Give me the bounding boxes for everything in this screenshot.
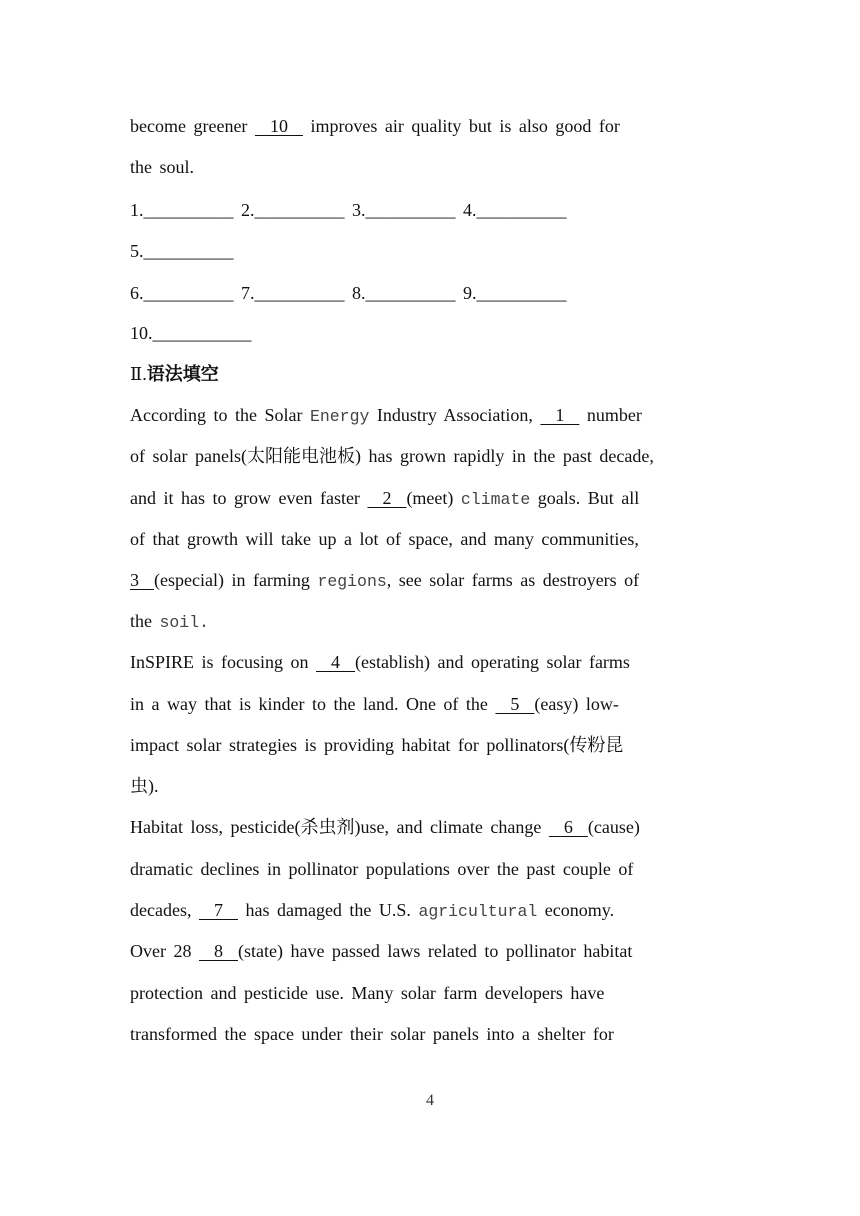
passage-line xyxy=(130,692,619,716)
text: (meet) xyxy=(406,488,461,508)
text: has damaged the U.S. xyxy=(237,900,419,920)
passage-line: impact solar strategies is providing habitat for pollinators(传粉昆 xyxy=(130,735,624,755)
text: agricultural xyxy=(418,902,538,921)
text: Habitat loss, pesticide(杀虫剂)use, and climate change xyxy=(130,817,549,837)
text: climate xyxy=(460,490,531,509)
section-title: 语法填空 xyxy=(146,364,219,384)
text: improves air quality but is also good for xyxy=(302,116,620,136)
text: economy. xyxy=(537,900,615,920)
blank-2: 2 xyxy=(367,488,407,508)
page-number: 4 xyxy=(426,1092,434,1109)
blank-5: 5 xyxy=(495,694,535,714)
passage-line xyxy=(130,650,630,674)
text: According to the Solar xyxy=(130,405,310,425)
answer-row-2: 5.__________ xyxy=(130,241,234,261)
passage-line xyxy=(130,815,640,839)
passage-line xyxy=(130,898,614,924)
text: become greener xyxy=(130,116,255,136)
text: InSPIRE is focusing on xyxy=(130,652,317,672)
passage-line: protection and pesticide use. Many solar farm developers have xyxy=(130,983,605,1003)
passage-line xyxy=(130,114,620,138)
section-heading xyxy=(130,362,219,386)
passage-line: of that growth will take up a lot of space, and many communities, xyxy=(130,529,639,549)
text: soil. xyxy=(159,613,210,632)
text: , see solar farms as destroyers of xyxy=(386,570,640,590)
passage-line: the soul. xyxy=(130,157,194,177)
text: (easy) low- xyxy=(534,694,619,714)
text: Over 28 xyxy=(130,941,199,961)
blank-7: 7 xyxy=(198,900,238,920)
answer-row-4: 10.___________ xyxy=(130,323,252,343)
text: Energy xyxy=(309,407,370,426)
text: (establish) and operating solar farms xyxy=(355,652,630,672)
passage-line xyxy=(130,403,642,429)
text: the xyxy=(130,611,160,631)
text: (state) have passed laws related to pollinator habitat xyxy=(237,941,633,961)
answer-row-3: 6.__________ 7.__________ 8.__________ 9.__________ xyxy=(130,283,567,303)
text: (especial) in farming xyxy=(154,570,318,590)
blank-3: 3 xyxy=(130,570,154,590)
text: and it has to grow even faster xyxy=(130,488,368,508)
text: regions xyxy=(317,572,387,591)
text: in a way that is kinder to the land. One of the xyxy=(130,694,496,714)
passage-line xyxy=(130,939,632,963)
text: decades, xyxy=(130,900,199,920)
passage-line xyxy=(130,486,639,512)
text: (cause) xyxy=(587,817,640,837)
blank-10: 10 xyxy=(254,116,303,136)
passage-line: 虫). xyxy=(130,776,159,796)
blank-1: 1 xyxy=(540,405,580,425)
passage-line xyxy=(130,609,209,635)
blank-8: 8 xyxy=(198,941,238,961)
blank-4: 4 xyxy=(316,652,356,672)
text: goals. But all xyxy=(530,488,640,508)
text: Industry Association, xyxy=(369,405,541,425)
passage-line xyxy=(130,568,639,594)
section-numeral: Ⅱ. xyxy=(130,364,147,384)
passage-line: dramatic declines in pollinator populations over the past couple of xyxy=(130,859,634,879)
passage-line: transformed the space under their solar panels into a shelter for xyxy=(130,1024,614,1044)
passage-line: of solar panels(太阳能电池板) has grown rapidly in the past decade, xyxy=(130,446,654,466)
text: number xyxy=(579,405,642,425)
blank-6: 6 xyxy=(548,817,588,837)
answer-row-1: 1.__________ 2.__________ 3.__________ 4.__________ xyxy=(130,200,567,220)
